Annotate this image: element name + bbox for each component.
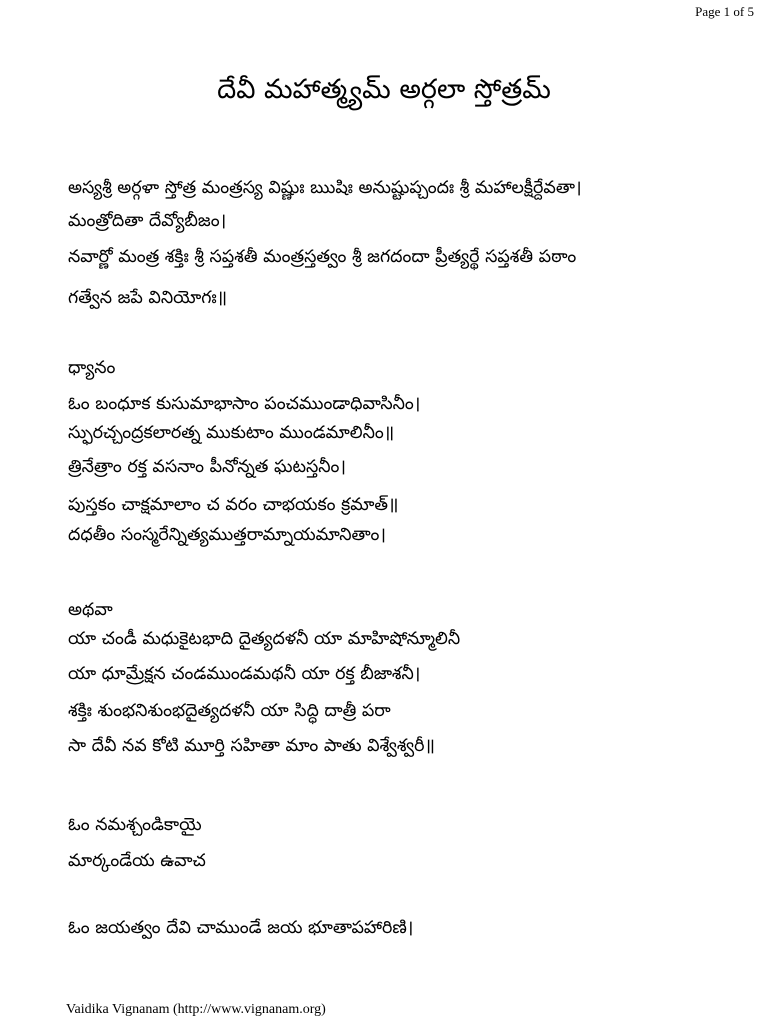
athava-line-4: సా దేవీ నవ కోటి మూర్తి సహితా మాం పాతు విశ్వేశ్వరీ॥ — [68, 736, 435, 756]
document-title: దేవీ మహాత్మ్యమ్ అర్గలా స్తోత్రమ్ — [217, 74, 551, 105]
intro-line-4: గత్వేన జపే వినియోగః॥ — [68, 288, 228, 308]
dhyanam-line-1: ఓం బంధూక కుసుమాభాసాం పంచముండాధివాసినీం। — [68, 394, 421, 414]
dhyanam-heading: ధ్యానం — [68, 358, 116, 378]
intro-line-1: అస్యశ్రీ అర్గళా స్తోత్ర మంత్రస్య విష్ణుః ఋషిః అనుష్టుప్చందః శ్రీ మహాలక్షీర్దేవతా। — [68, 178, 582, 198]
intro-line-2: మంత్రోదితా దేవ్యోబీజం। — [68, 211, 227, 231]
athava-heading: అథవా — [68, 600, 113, 620]
athava-line-3: శక్తిః శుంభనిశుంభదైత్యదళనీ యా సిద్ధి దాత్రీ పరా — [68, 701, 391, 721]
page-number: Page 1 of 5 — [695, 4, 754, 19]
jayatvam-line: ఓం జయత్వం దేవి చాముండే జయ భూతాపహారిణి। — [68, 918, 414, 938]
dhyanam-line-4: పుస్తకం చాక్షమాలాం చ వరం చాభయకం క్రమాత్॥ — [68, 495, 399, 515]
athava-line-1: యా చండీ మధుకైటభాది దైత్యదళనీ యా మాహిషోన్మూలినీ — [68, 629, 461, 649]
markandeya-uvacha-line: మార్కండేయ ఉవాచ — [68, 851, 206, 871]
dhyanam-line-3: త్రినేత్రాం రక్త వసనాం పీనోన్నత ఘటస్తనీం। — [68, 457, 347, 477]
dhyanam-line-5: దధతీం సంస్మరేన్నిత్యముత్తరామ్నాయమానితాం। — [68, 525, 386, 545]
footer-text: Vaidika Vignanam (http://www.vignanam.org) — [66, 1002, 326, 1017]
dhyanam-line-2: స్ఫురచ్చంద్రకలారత్న ముకుటాం ముండమాలినీం॥ — [68, 423, 395, 443]
namaskara-line: ఓం నమశ్చండికాయై — [68, 815, 202, 835]
intro-line-3: నవార్ణో మంత్ర శక్తిః శ్రీ సప్తశతీ మంత్రస్తత్వం శ్రీ జగదందా ప్రీత్యర్థే సప్తశతీ పఠాం — [68, 247, 577, 267]
athava-line-2: యా ధూమ్రేక్షన చండముండమథనీ యా రక్త బీజాశనీ। — [68, 664, 421, 684]
